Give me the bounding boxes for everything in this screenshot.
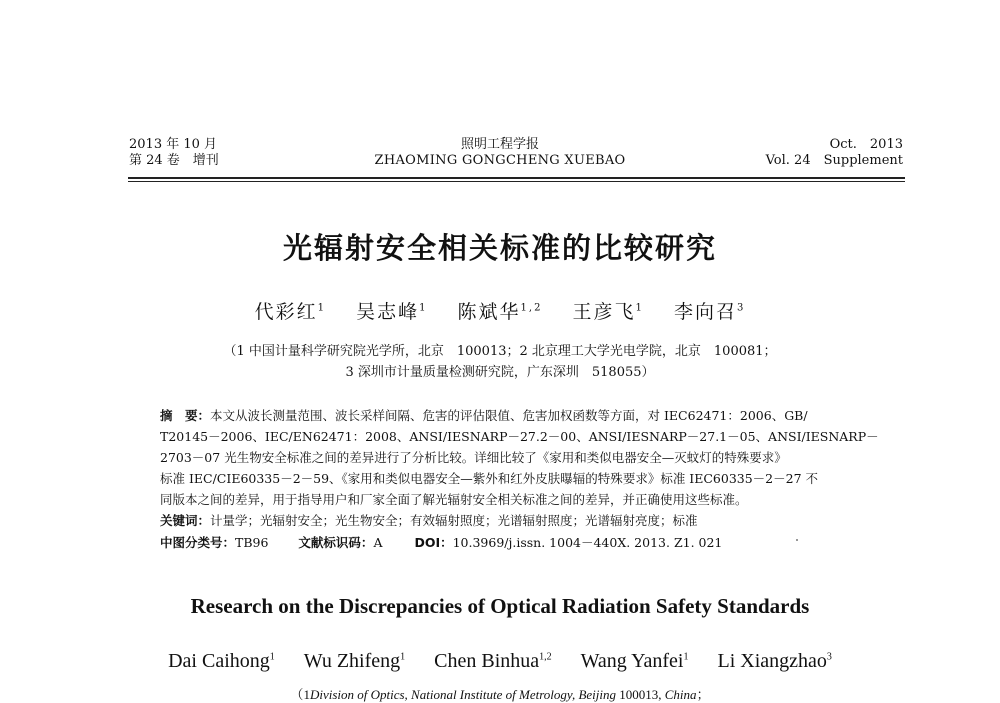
abstract-label: 摘 要： xyxy=(160,408,211,423)
doc-code-value: A xyxy=(373,535,383,550)
abstract-line-3: 2703－07 光生物安全标准之间的差异进行了分析比较。详细比较了《家用和类似电器安全—灭蚊灯的特殊要求》 xyxy=(160,450,787,465)
header-rule-thin xyxy=(128,181,905,182)
scan-speck xyxy=(796,539,798,541)
issue-date-en: Oct. 2013 xyxy=(829,137,903,152)
author-list-zh xyxy=(0,297,1000,324)
author-en: Li Xiangzhao$^3$ xyxy=(717,650,832,672)
doc-code-label: 文献标识码： xyxy=(298,535,374,550)
issue-date-zh: 2013 年 10 月 xyxy=(129,137,218,152)
author-en: Wu Zhifeng$^1$ xyxy=(303,650,406,672)
keywords-label: 关键词： xyxy=(160,513,211,528)
author-list-en xyxy=(0,650,1000,673)
affiliation-en: （1Division of Optics, National Institute of Metrology, Beijing 100013, China； xyxy=(290,687,710,702)
abstract-line-4: 标准 IEC/CIE60335－2－59、《家用和类似电器安全—紫外和红外皮肤曝辐的特殊要求》标准 IEC60335－2－27 不 xyxy=(160,471,819,486)
author-en: Wang Yanfei$^1$ xyxy=(580,650,689,672)
journal-name-zh: 照明工程学报 xyxy=(460,137,539,152)
clc-label: 中图分类号： xyxy=(160,535,236,550)
header-right xyxy=(766,137,903,169)
doi-value: 10.3969/j.issn. 1004－440X. 2013. Z1. 021 xyxy=(452,535,723,550)
abstract-line-1: 摘 要：本文从波长测量范围、波长采样间隔、危害的评估限值、危害加权函数等方面，对 IEC62471：2006、GB/ xyxy=(160,408,808,423)
author-zh: 王彦飞$^1$ xyxy=(572,301,644,323)
keywords-line xyxy=(160,511,880,529)
abstract-line-5: 同版本之间的差异，用于指导用户和厂家全面了解光辐射安全相关标准之间的差异，并正确使用这些标准。 xyxy=(160,492,748,507)
keywords-text: 计量学；光辐射安全；光生物安全；有效辐射照度；光谱辐射照度；光谱辐射亮度；标准 xyxy=(210,513,698,528)
affiliation-zh-line-2: 3 深圳市计量质量检测研究院，广东深圳 518055） xyxy=(345,365,655,380)
doi-label: DOI： xyxy=(414,535,453,550)
author-zh: 李向召$^3$ xyxy=(673,301,746,323)
header-rule-thick xyxy=(128,177,905,179)
issue-volume-zh: 第 24 卷 增刊 xyxy=(129,153,219,168)
author-zh: 代彩红$^1$ xyxy=(254,301,327,323)
journal-name-en: ZHAOMING GONGCHENG XUEBAO xyxy=(374,153,626,168)
author-zh: 陈斌华$^{1,2}$ xyxy=(457,301,543,323)
author-zh: 吴志峰$^1$ xyxy=(356,301,428,323)
author-en: Chen Binhua$^{1,2}$ xyxy=(434,650,552,672)
abstract-line-2: T20145－2006、IEC/EN62471：2008、ANSI/IESNARP－27.2－00、ANSI/IESNARP－27.1－05、ANSI/IESNARP－ xyxy=(160,429,879,444)
classification-line xyxy=(160,533,880,551)
author-en: Dai Caihong$^1$ xyxy=(168,650,275,672)
paper-title-zh: 光辐射安全相关标准的比较研究 xyxy=(282,231,717,265)
issue-volume-en: Vol. 24 Supplement xyxy=(765,153,903,168)
paper-title-en: Research on the Discrepancies of Optical Radiation Safety Standards xyxy=(190,594,810,618)
clc-value: TB96 xyxy=(235,535,269,550)
affiliation-zh-line-1: （1 中国计量科学研究院光学所，北京 100013；2 北京理工大学光电学院，北京 100081； xyxy=(223,344,777,359)
